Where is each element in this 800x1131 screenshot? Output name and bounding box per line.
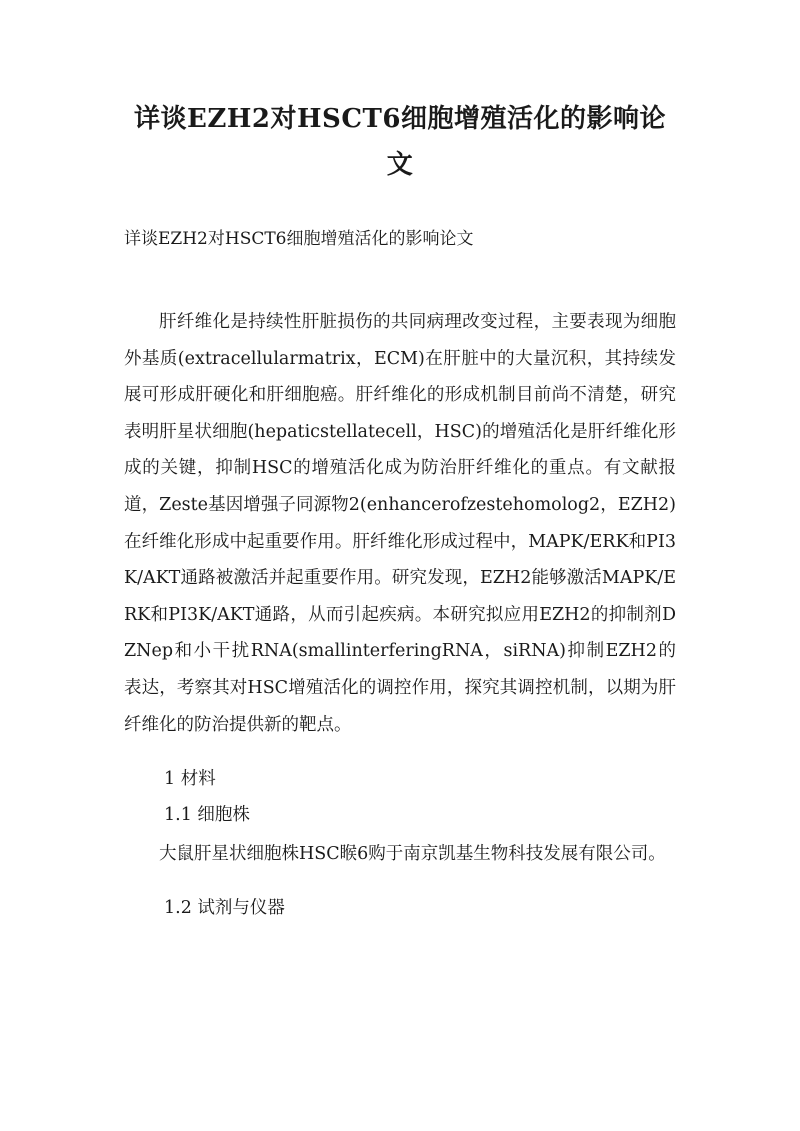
section-heading-materials: 1 材料 — [164, 768, 216, 789]
cell-line-paragraph: 大鼠肝星状细胞株HSC睺6购于南京凯基生物科技发展有限公司。 — [159, 843, 666, 864]
intro-paragraph: 肝纤维化是持续性肝脏损伤的共同病理改变过程，主要表现为细胞外基质(extracellularmatrix，ECM)在肝脏中的大量沉积，其持续发展可形成肝硬化和肝细胞癌。肝纤维化的形成机制目前尚不清楚，研究表明肝星状细胞(hepaticstellatecell，HSC)的增殖活化是肝纤维化形成的关键，抑制HSC的增殖活化成为防治肝纤维化的重点。有文献报道，Zeste基因增强子同源物2(enhancerofzestehomolog2，EZH2)在纤维化形成中起重要作用。肝纤维化形成过程中，MAPK/ERK和PI3K/AKT通路被激活并起重要作用。研究发现，EZH2能够激活MAPK/ERK和PI3K/AKT通路，从而引起疾病。本研究拟应用EZH2的抑制剂DZNep和小干扰RNA(smallinterferingRNA，siRNA)抑制EZH2的表达，考察其对HSC增殖活化的调控作用，探究其调控机制，以期为肝纤维化的防治提供新的靶点。 — [124, 312, 676, 735]
document-subtitle: 详谈EZH2对HSCT6细胞增殖活化的影响论文 — [124, 229, 474, 249]
section-heading-cell-line: 1.1 细胞株 — [164, 805, 250, 826]
document-title: 详谈EZH2对HSCT6细胞增殖活化的影响论文 — [134, 104, 666, 180]
section-heading-reagents: 1.2 试剂与仪器 — [164, 897, 285, 918]
